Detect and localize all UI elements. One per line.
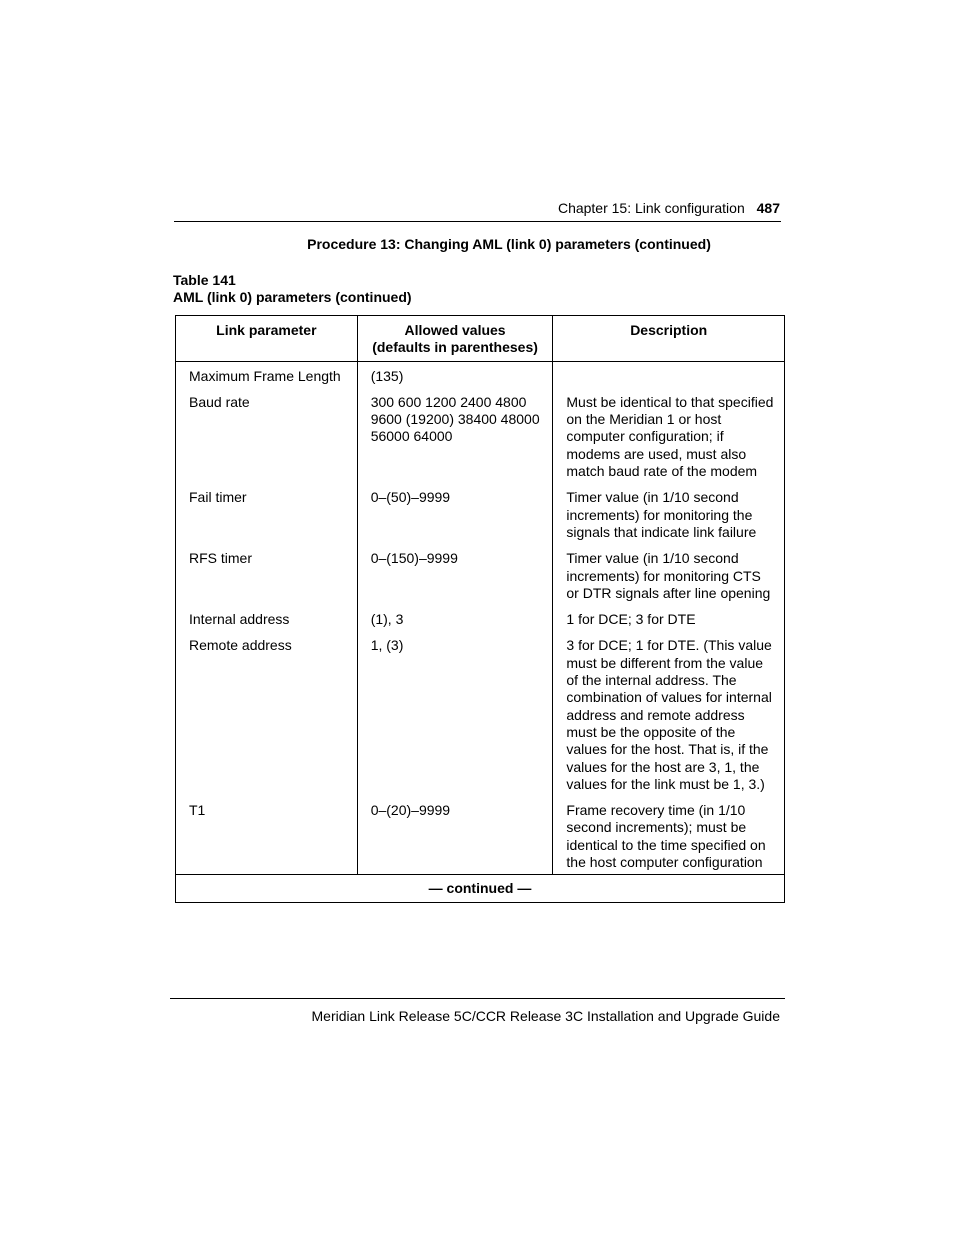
table-row — [176, 611, 785, 637]
description-line: signals that indicate link failure — [566, 523, 757, 540]
description-cell — [553, 394, 785, 489]
table-caption — [173, 272, 412, 306]
footer-rule — [170, 998, 785, 999]
column-header-allowed-values: Allowed values (defaults in parentheses) — [357, 316, 553, 362]
allowed-values-cell — [357, 802, 553, 875]
description-line: the host computer configuration — [566, 854, 763, 871]
table-row — [176, 802, 785, 875]
column-header-parameter: Link parameter — [176, 316, 358, 362]
table-number: Table 141 — [173, 272, 236, 288]
description-line: of the internal address. The — [566, 672, 737, 689]
description-line: increments) for monitoring CTS — [566, 567, 761, 584]
description-line: 1 for DCE; 3 for DTE — [566, 611, 696, 628]
description-line: Timer value (in 1/10 second — [566, 550, 739, 567]
allowed-value-line: (1), 3 — [370, 611, 404, 628]
allowed-value-line: 0–(50)–9999 — [370, 489, 451, 506]
allowed-value-line: (135) — [370, 367, 404, 384]
table-row — [176, 550, 785, 611]
column-header-description: Description — [553, 316, 785, 362]
description-line: modems are used, must also — [566, 445, 747, 462]
description-line: values for the host. That is, if the — [566, 741, 769, 758]
running-footer: Meridian Link Release 5C/CCR Release 3C Installation and Upgrade Guide — [311, 1008, 780, 1024]
page-number: 487 — [756, 200, 780, 216]
parameters-table — [175, 315, 785, 903]
allowed-values-cell — [357, 361, 553, 394]
description-cell — [553, 637, 785, 802]
table-row — [176, 394, 785, 489]
allowed-values-cell — [357, 611, 553, 637]
running-header — [558, 200, 780, 216]
description-cell — [553, 802, 785, 875]
chapter-title: Chapter 15: Link configuration — [557, 200, 745, 216]
allowed-values-cell — [357, 637, 553, 802]
description-line: values for the host are 3, 1, the — [566, 758, 760, 775]
description-cell — [553, 611, 785, 637]
description-line: Frame recovery time (in 1/10 — [566, 802, 746, 819]
description-cell — [553, 489, 785, 550]
table-footer-row — [176, 875, 785, 902]
description-line: must be different from the value — [566, 654, 764, 671]
allowed-values-cell — [357, 394, 553, 489]
table-row — [176, 489, 785, 550]
table-title: AML (link 0) parameters (continued) — [173, 289, 412, 305]
description-line: computer configuration; if — [566, 428, 724, 445]
table-row — [176, 361, 785, 394]
description-line: Must be identical to that specified — [566, 393, 774, 410]
description-line: match baud rate of the modem — [566, 463, 758, 480]
description-line: identical to the time specified on — [566, 836, 766, 853]
header-rule — [174, 221, 781, 222]
allowed-values-cell — [357, 489, 553, 550]
parameter-cell: Remote address — [176, 637, 358, 802]
table-header-row — [176, 316, 785, 362]
allowed-value-line: 56000 64000 — [370, 428, 453, 445]
description-line: 3 for DCE; 1 for DTE. (This value — [566, 637, 772, 654]
allowed-value-line: 300 600 1200 2400 4800 — [370, 393, 527, 410]
allowed-value-line: 0–(20)–9999 — [370, 802, 451, 819]
description-line: address and remote address — [566, 706, 745, 723]
continued-label: — continued — — [176, 875, 785, 902]
procedure-title: Procedure 13: Changing AML (link 0) parameters (continued) — [307, 236, 711, 252]
parameter-cell: Fail timer — [176, 489, 358, 550]
description-cell — [553, 361, 785, 394]
description-line: values for the link must be 1, 3.) — [566, 775, 765, 792]
allowed-value-line: 9600 (19200) 38400 48000 — [370, 411, 540, 428]
allowed-value-line: 1, (3) — [370, 637, 404, 654]
description-line: must be the opposite of the — [566, 723, 736, 740]
description-line: increments) for monitoring the — [566, 506, 753, 523]
parameter-cell: Internal address — [176, 611, 358, 637]
allowed-value-line: 0–(150)–9999 — [370, 550, 458, 567]
description-cell — [553, 550, 785, 611]
description-line: second increments); must be — [566, 819, 747, 836]
description-line: Timer value (in 1/10 second — [566, 489, 739, 506]
parameter-cell: Maximum Frame Length — [176, 361, 358, 394]
allowed-values-cell — [357, 550, 553, 611]
description-line: or DTR signals after line opening — [566, 584, 771, 601]
description-line: on the Meridian 1 or host — [566, 411, 722, 428]
description-line: combination of values for internal — [566, 689, 772, 706]
parameter-cell: T1 — [176, 802, 358, 875]
table-row — [176, 637, 785, 802]
parameter-cell: RFS timer — [176, 550, 358, 611]
parameter-cell: Baud rate — [176, 394, 358, 489]
